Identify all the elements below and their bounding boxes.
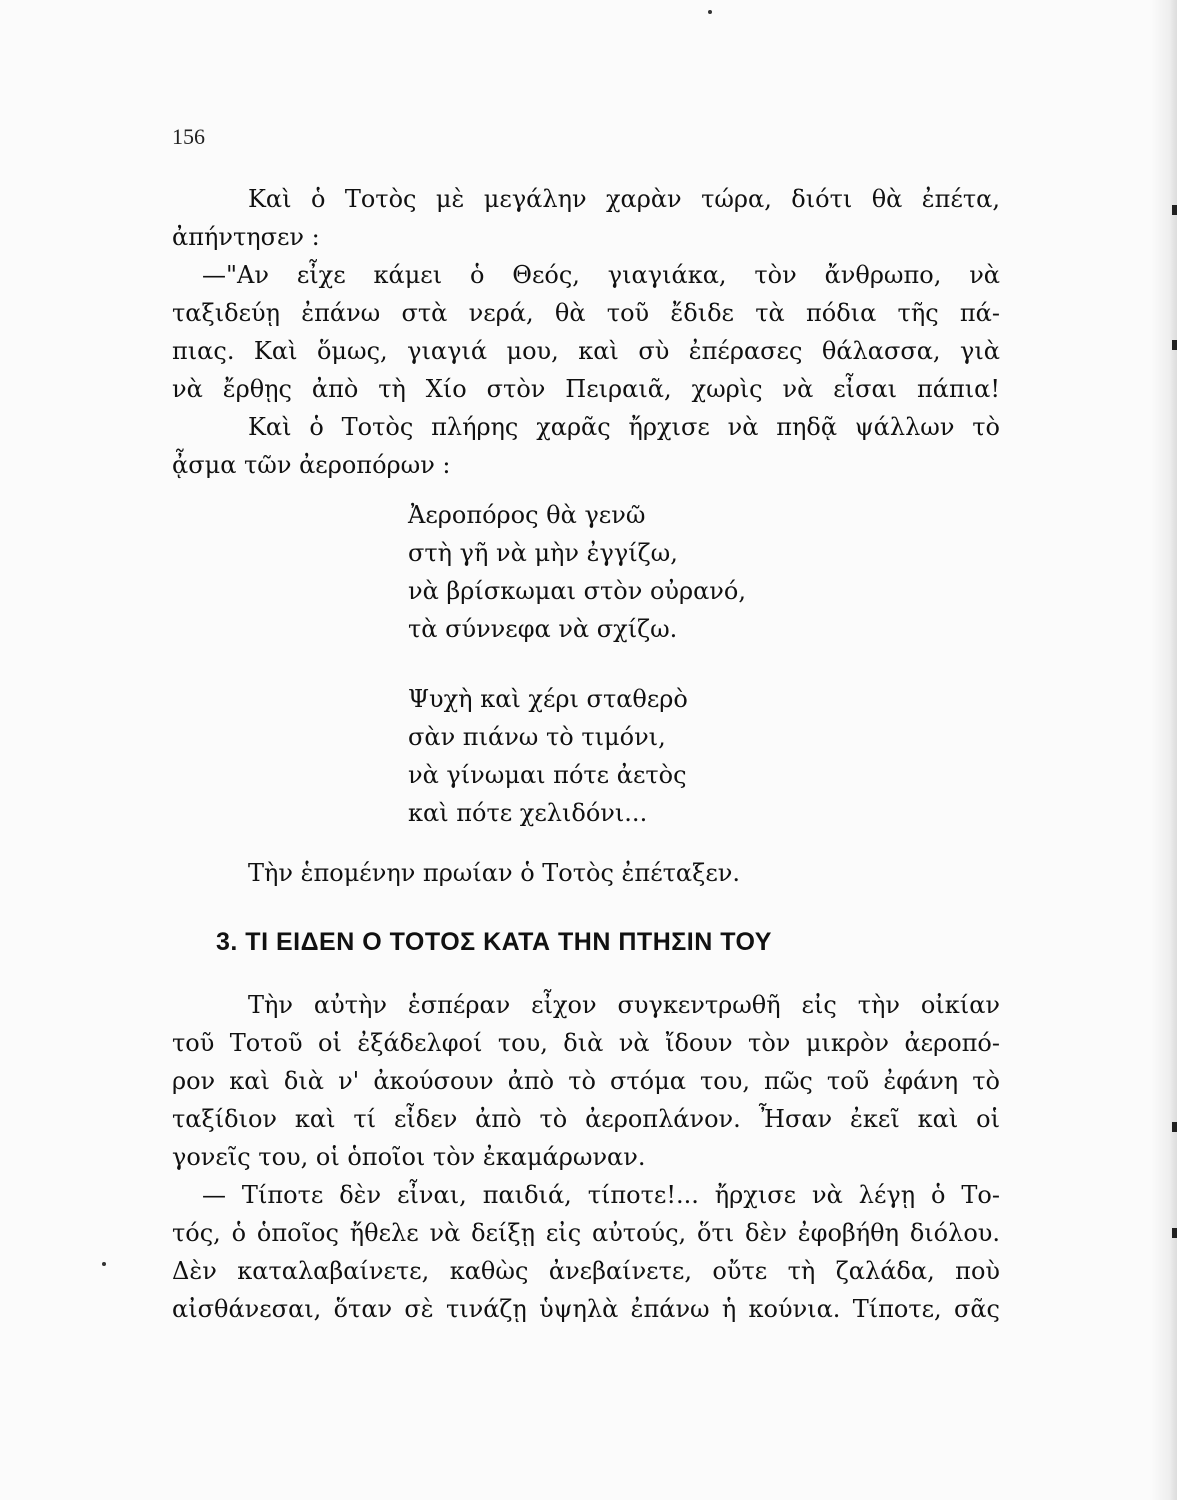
paragraph-1: [172, 180, 1000, 256]
stray-dot: [102, 1262, 106, 1266]
text-line: τός, ὁ ὁποῖος ἤθελε νὰ δείξῃ εἰς αὐτούς, ὅτι δὲν ἐφοβήθη διόλου.: [172, 1219, 1000, 1247]
poem-stanza-1: [408, 496, 1000, 648]
paragraph-2: [172, 256, 1000, 408]
text-line: Καὶ ὁ Τοτὸς πλήρης χαρᾶς ἤρχισε νὰ πηδᾷ ψάλλων τὸ: [248, 413, 1000, 441]
poem-line: σὰν πιάνω τὸ τιμόνι,: [408, 723, 666, 751]
poem: [408, 496, 1000, 832]
text-line: ρον καὶ διὰ ν' ἀκούσουν ἀπὸ τὸ στόμα του, πῶς τοῦ ἐφάνη τὸ: [172, 1067, 1000, 1095]
page-edge-shadow: [1151, 0, 1177, 1500]
paragraph-5: [172, 986, 1000, 1176]
edge-mark: [1172, 340, 1177, 350]
text-line: Δὲν καταλαβαίνετε, καθὼς ἀνεβαίνετε, οὔτε τὴ ζαλάδα, ποὺ: [172, 1257, 1000, 1285]
poem-line: στὴ γῆ νὰ μὴν ἐγγίζω,: [408, 539, 678, 567]
text-line: Τὴν αὐτὴν ἑσπέραν εἶχον συγκεντρωθῆ εἰς τὴν οἰκίαν: [248, 991, 1000, 1019]
text-line: ταξίδιον καὶ τί εἶδεν ἀπὸ τὸ ἀεροπλάνον. Ἦσαν ἐκεῖ καὶ οἱ: [172, 1105, 1000, 1133]
text-line: νὰ ἔρθῃς ἀπὸ τὴ Χίο στὸν Πειραιᾶ, χωρὶς νὰ εἶσαι πάπια!: [172, 375, 1000, 403]
poem-line: Ψυχὴ καὶ χέρι σταθερὸ: [408, 685, 688, 713]
text-line: Τὴν ἑπομένην πρωίαν ὁ Τοτὸς ἐπέταξεν.: [248, 859, 740, 887]
poem-line: νὰ γίνωμαι πότε ἀετὸς: [408, 761, 687, 789]
text-line: πιας. Καὶ ὅμως, γιαγιά μου, καὶ σὺ ἐπέρασες θάλασσα, γιὰ: [172, 337, 1000, 365]
poem-line: νὰ βρίσκωμαι στὸν οὐρανό,: [408, 577, 746, 605]
text-line: τοῦ Τοτοῦ οἱ ἐξάδελφοί του, διὰ νὰ ἴδουν τὸν μικρὸν ἀεροπό-: [172, 1029, 1000, 1057]
edge-mark: [1172, 1228, 1177, 1238]
section-heading: 3. ΤΙ ΕΙΔΕΝ Ο ΤΟΤΟΣ ΚΑΤΑ ΤΗΝ ΠΤΗΣΙΝ ΤΟΥ: [216, 928, 772, 956]
text-line: — Τίποτε δὲν εἶναι, παιδιά, τίποτε!... ἤρχισε νὰ λέγῃ ὁ Το-: [202, 1181, 1000, 1209]
paragraph-3: [172, 408, 1000, 484]
page-number: 156: [172, 124, 205, 149]
text-line: γονεῖς του, οἱ ὁποῖοι τὸν ἐκαμάρωναν.: [172, 1143, 646, 1171]
poem-stanza-2: [408, 680, 1000, 832]
text-line: ταξιδεύῃ ἐπάνω στὰ νερά, θὰ τοῦ ἔδιδε τὰ πόδια τῆς πά-: [172, 299, 1000, 327]
text-line: ἀπήντησεν :: [172, 223, 320, 251]
stray-dot: [708, 10, 712, 14]
text-line: Καὶ ὁ Τοτὸς μὲ μεγάλην χαρὰν τώρα, διότι θὰ ἐπέτα,: [248, 185, 1000, 213]
text-line: αἰσθάνεσαι, ὅταν σὲ τινάζῃ ὑψηλὰ ἐπάνω ἡ κούνια. Τίποτε, σᾶς: [172, 1295, 1000, 1323]
text-line: ᾆσμα τῶν ἀεροπόρων :: [172, 451, 451, 479]
paragraph-6: [172, 1176, 1000, 1328]
stanza-gap: [408, 648, 1000, 680]
paragraph-4: [172, 854, 1000, 892]
poem-line: καὶ πότε χελιδόνι...: [408, 799, 648, 827]
edge-mark: [1172, 1122, 1177, 1132]
edge-mark: [1172, 205, 1177, 215]
poem-line: τὰ σύννεφα νὰ σχίζω.: [408, 615, 678, 643]
text-line: —"Αν εἶχε κάμει ὁ Θεός, γιαγιάκα, τὸν ἄνθρωπο, νὰ: [202, 261, 1000, 289]
body-text: [172, 180, 1000, 1328]
poem-line: Ἀεροπόρος θὰ γενῶ: [408, 501, 646, 529]
